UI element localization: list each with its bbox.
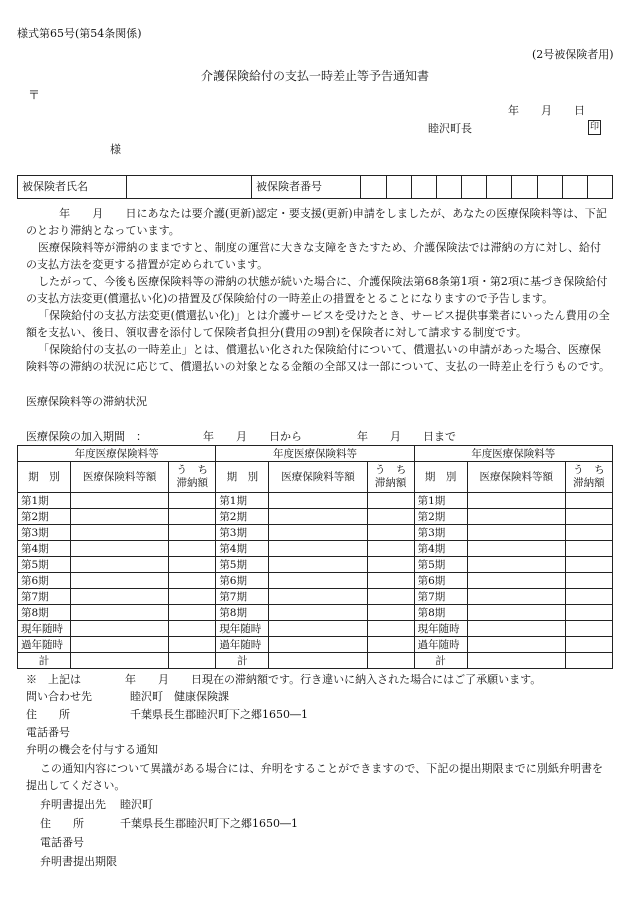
- premium-amount-cell: [467, 621, 565, 637]
- premium-amount-header: 医療保険料等額: [71, 462, 169, 493]
- period-cell: 第6期: [414, 573, 467, 589]
- arrears-amount-cell: [565, 605, 612, 621]
- period-cell: 第8期: [18, 605, 71, 621]
- submit-address-label: 住 所: [40, 817, 84, 830]
- period-cell: 第3期: [18, 525, 71, 541]
- premium-amount-cell: [71, 573, 169, 589]
- premium-amount-cell: [467, 493, 565, 509]
- period-cell: 第3期: [414, 525, 467, 541]
- period-header: 期 別: [216, 462, 269, 493]
- arrears-amount-cell: [367, 589, 414, 605]
- block-header: 年度医療保険料等: [414, 446, 612, 462]
- premium-amount-cell: [269, 621, 367, 637]
- period-cell: 第2期: [18, 509, 71, 525]
- arrears-amount-cell: [367, 621, 414, 637]
- arrears-amount-cell: [367, 541, 414, 557]
- premium-amount-cell: [269, 573, 367, 589]
- insured-number-box: [487, 176, 512, 199]
- period-cell: 現年随時: [414, 621, 467, 637]
- premium-amount-cell: [71, 653, 169, 669]
- enrollment-label: 医療保険の加入期間 ：: [26, 430, 147, 443]
- block-header: 年度医療保険料等: [216, 446, 414, 462]
- arrears-amount-cell: [565, 525, 612, 541]
- arrears-amount-header: う ち 滞納額: [169, 462, 216, 493]
- period-cell: 第6期: [18, 573, 71, 589]
- arrears-amount-cell: [169, 541, 216, 557]
- insured-number-box: [462, 176, 487, 199]
- table-row: [18, 509, 613, 525]
- insured-number-label: 被保険者番号: [251, 176, 360, 199]
- contact-label: 問い合わせ先: [26, 690, 92, 703]
- issuer-name: 睦沢町長: [428, 122, 472, 135]
- premium-amount-cell: [71, 637, 169, 653]
- period-cell: 現年随時: [18, 621, 71, 637]
- premium-amount-cell: [71, 621, 169, 637]
- premium-amount-cell: [269, 509, 367, 525]
- arrears-amount-cell: [565, 573, 612, 589]
- premium-amount-cell: [71, 509, 169, 525]
- insured-number-box: [361, 176, 386, 199]
- period-cell: 第7期: [216, 589, 269, 605]
- premium-amount-cell: [467, 525, 565, 541]
- table-row: [18, 573, 613, 589]
- insured-number-box: [512, 176, 537, 199]
- table-row: [18, 605, 613, 621]
- postal-mark: 〒: [28, 88, 41, 102]
- premium-amount-cell: [71, 493, 169, 509]
- contact-address: 千葉県長生郡睦沢町下之郷1650―1: [130, 708, 308, 721]
- period-cell: 第8期: [216, 605, 269, 621]
- period-cell: 第4期: [18, 541, 71, 557]
- period-cell: 第4期: [414, 541, 467, 557]
- arrears-amount-cell: [169, 493, 216, 509]
- submit-deadline-label: 弁明書提出期限: [40, 855, 117, 868]
- period-cell: 計: [18, 653, 71, 669]
- premium-amount-cell: [269, 493, 367, 509]
- contact-address-label: 住 所: [26, 708, 70, 721]
- explanation-heading: 弁明の機会を付与する通知: [26, 743, 158, 756]
- period-cell: 第5期: [216, 557, 269, 573]
- period-cell: 第5期: [414, 557, 467, 573]
- period-cell: 過年随時: [18, 637, 71, 653]
- body-paragraph: 「保険給付の支払の一時差止」とは、償還払い化された保険給付について、償還払いの申請があった場合、医療保険料等の滞納の状況に応じて、償還払いの対象となる金額の全部又は一部について、支払の一時差止を行うものです。: [26, 343, 611, 373]
- enrollment-from: 年 月 日から: [203, 430, 302, 443]
- arrears-amount-cell: [367, 637, 414, 653]
- arrears-amount-cell: [169, 557, 216, 573]
- form-category: (2号被保険者用): [532, 48, 614, 61]
- arrears-amount-cell: [367, 573, 414, 589]
- insured-number-box: [411, 176, 436, 199]
- body-paragraph: 「保険給付の支払方法変更(償還払い化)」とは介護サービスを受けたとき、サービス提供事業者にいったん費用の全額を支払い、後日、領収書を添付して保険者負担分(費用の9割)を保険者に対して請求する制度です。: [26, 309, 610, 339]
- arrears-amount-header: う ち 滞納額: [367, 462, 414, 493]
- form-number: 様式第65号(第54条関係): [17, 27, 142, 40]
- contact-value: 睦沢町 健康保険課: [130, 690, 229, 703]
- submit-to-value: 睦沢町: [120, 798, 153, 811]
- arrears-amount-cell: [565, 653, 612, 669]
- issue-date: 年 月 日: [508, 104, 585, 117]
- table-row: [18, 653, 613, 669]
- arrears-amount-cell: [565, 557, 612, 573]
- premium-amount-cell: [269, 525, 367, 541]
- period-cell: 第2期: [414, 509, 467, 525]
- period-cell: 第7期: [414, 589, 467, 605]
- premium-amount-cell: [467, 509, 565, 525]
- premium-amount-cell: [71, 605, 169, 621]
- arrears-amount-cell: [565, 509, 612, 525]
- premium-amount-cell: [467, 557, 565, 573]
- premium-amount-cell: [269, 589, 367, 605]
- period-cell: 第4期: [216, 541, 269, 557]
- table-row: [18, 589, 613, 605]
- period-cell: 第2期: [216, 509, 269, 525]
- insured-name-value: [127, 176, 252, 199]
- premium-amount-cell: [71, 557, 169, 573]
- premium-amount-cell: [467, 653, 565, 669]
- arrears-amount-cell: [367, 605, 414, 621]
- addressee-suffix: 様: [110, 143, 121, 156]
- premium-amount-cell: [269, 541, 367, 557]
- arrears-amount-cell: [565, 637, 612, 653]
- arrears-amount-cell: [367, 509, 414, 525]
- premium-amount-cell: [269, 605, 367, 621]
- arrears-amount-cell: [169, 621, 216, 637]
- premium-amount-cell: [467, 589, 565, 605]
- insured-number-box: [436, 176, 461, 199]
- period-cell: 第5期: [18, 557, 71, 573]
- document-title: 介護保険給付の支払一時差止等予告通知書: [200, 69, 429, 83]
- arrears-amount-cell: [565, 621, 612, 637]
- arrears-table: [17, 445, 613, 669]
- arrears-amount-cell: [169, 605, 216, 621]
- period-cell: 計: [216, 653, 269, 669]
- seal-mark: 印: [588, 120, 601, 135]
- period-cell: 第3期: [216, 525, 269, 541]
- arrears-amount-cell: [565, 493, 612, 509]
- period-cell: 第1期: [414, 493, 467, 509]
- submit-phone-label: 電話番号: [40, 836, 84, 849]
- period-header: 期 別: [18, 462, 71, 493]
- body-paragraph: 年 月 日にあなたは要介護(更新)認定・要支援(更新)申請をしましたが、あなたの医療保険料等は、下記のとおり滞納となっています。: [26, 207, 607, 237]
- submit-to-label: 弁明書提出先: [40, 798, 106, 811]
- premium-amount-cell: [71, 525, 169, 541]
- body-paragraph: したがって、今後も医療保険料等の滞納の状態が続いた場合に、介護保険法第68条第1項・第2項に基づき保険給付の支払方法変更(償還払い化)の措置及び保険給付の一時差止の措置をとることになりますので予告します。: [26, 275, 608, 305]
- insured-number-box: [386, 176, 411, 199]
- period-cell: 第7期: [18, 589, 71, 605]
- table-row: [18, 621, 613, 637]
- block-header: 年度医療保険料等: [18, 446, 216, 462]
- premium-amount-cell: [269, 637, 367, 653]
- period-header: 期 別: [414, 462, 467, 493]
- arrears-amount-header: う ち 滞納額: [565, 462, 612, 493]
- premium-amount-header: 医療保険料等額: [269, 462, 367, 493]
- insured-number-box: [562, 176, 587, 199]
- arrears-amount-cell: [169, 637, 216, 653]
- arrears-amount-cell: [169, 525, 216, 541]
- premium-amount-cell: [467, 605, 565, 621]
- table-row: [18, 525, 613, 541]
- body-paragraph: 医療保険料等が滞納のままですと、制度の運営に大きな支障をきたすため、介護保険法では滞納の方に対し、給付の支払方法を変更する措置が定められています。: [26, 241, 602, 271]
- period-cell: 第1期: [18, 493, 71, 509]
- enrollment-to: 年 月 日まで: [357, 430, 456, 443]
- arrears-amount-cell: [367, 493, 414, 509]
- arrears-amount-cell: [367, 557, 414, 573]
- arrears-amount-cell: [565, 589, 612, 605]
- period-cell: 過年随時: [216, 637, 269, 653]
- arrears-amount-cell: [565, 541, 612, 557]
- period-cell: 現年随時: [216, 621, 269, 637]
- table-row: [18, 637, 613, 653]
- period-cell: 第1期: [216, 493, 269, 509]
- arrears-amount-cell: [169, 573, 216, 589]
- explanation-text: この通知内容について異議がある場合には、弁明をすることができますので、下記の提出期限までに別紙弁明書を提出してください。: [26, 762, 604, 792]
- premium-amount-cell: [269, 653, 367, 669]
- period-cell: 第6期: [216, 573, 269, 589]
- table-row: [18, 557, 613, 573]
- insured-name-label: 被保険者氏名: [18, 176, 127, 199]
- arrears-amount-cell: [367, 653, 414, 669]
- contact-phone-label: 電話番号: [26, 726, 70, 739]
- arrears-amount-cell: [169, 653, 216, 669]
- arrears-amount-cell: [169, 509, 216, 525]
- premium-amount-cell: [71, 541, 169, 557]
- period-cell: 第8期: [414, 605, 467, 621]
- arrears-note: ※ 上記は 年 月 日現在の滞納額です。行き違いに納入された場合にはご了承願います。: [26, 673, 542, 686]
- period-cell: 過年随時: [414, 637, 467, 653]
- premium-amount-cell: [71, 589, 169, 605]
- table-row: [18, 541, 613, 557]
- insured-id-table: [17, 175, 613, 199]
- insured-number-box: [537, 176, 562, 199]
- premium-amount-cell: [269, 557, 367, 573]
- insured-number-box: [587, 176, 612, 199]
- premium-amount-header: 医療保険料等額: [467, 462, 565, 493]
- submit-address: 千葉県長生郡睦沢町下之郷1650―1: [120, 817, 298, 830]
- premium-amount-cell: [467, 573, 565, 589]
- arrears-amount-cell: [169, 589, 216, 605]
- premium-amount-cell: [467, 637, 565, 653]
- table-row: [18, 493, 613, 509]
- premium-amount-cell: [467, 541, 565, 557]
- arrears-status-heading: 医療保険料等の滞納状況: [26, 395, 147, 408]
- period-cell: 計: [414, 653, 467, 669]
- arrears-amount-cell: [367, 525, 414, 541]
